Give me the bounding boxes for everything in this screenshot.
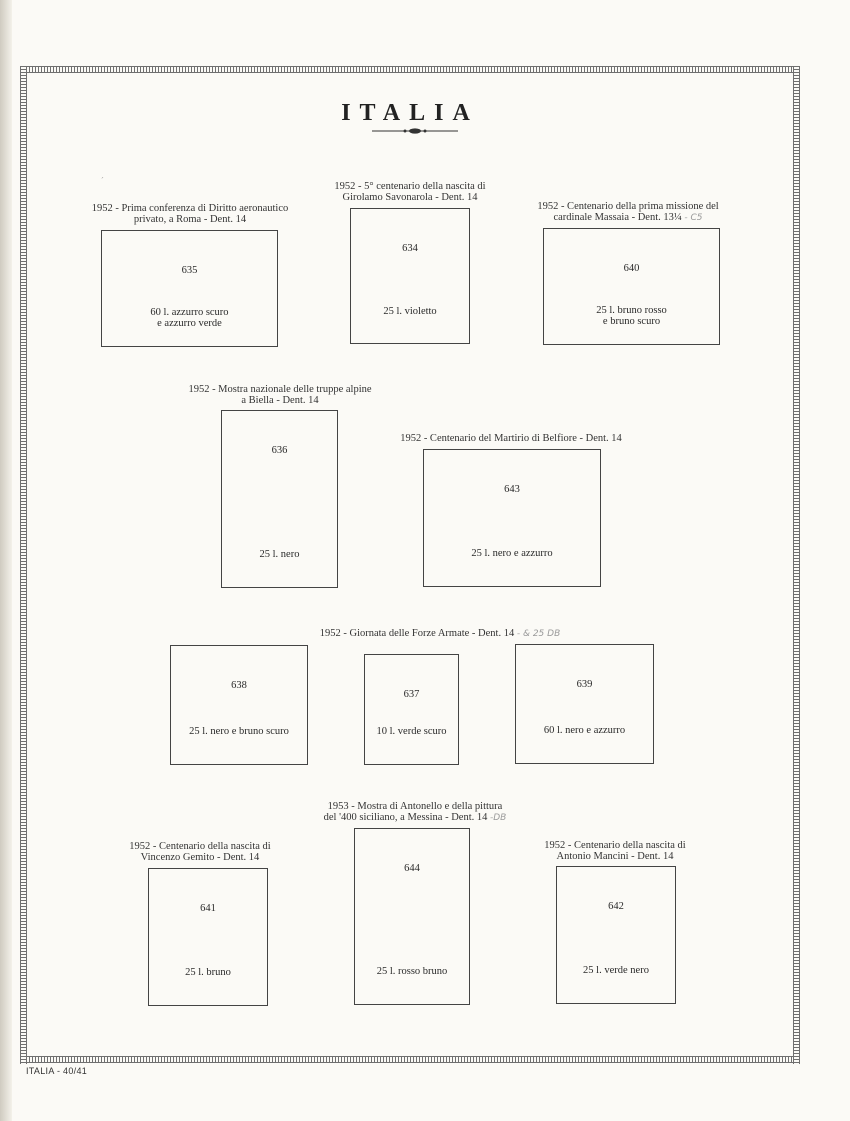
stamp-description: 60 l. nero e azzurro bbox=[543, 725, 626, 736]
stamp-number: 637 bbox=[403, 689, 420, 700]
page-footer: ITALIA - 40/41 bbox=[26, 1066, 88, 1076]
stamp-mount-644[interactable] bbox=[354, 828, 470, 1005]
stamp-description: 25 l. nero e bruno scuro bbox=[189, 726, 289, 737]
stamp-description: 25 l. bruno rosso e bruno scuro bbox=[596, 305, 667, 327]
stamp-mount-638[interactable] bbox=[170, 645, 308, 765]
stamp-description: 60 l. azzurro scuro e azzurro verde bbox=[150, 307, 229, 329]
page-title: ITALIA bbox=[341, 100, 479, 126]
stamp-number: 638 bbox=[231, 680, 247, 691]
stamp-number: 644 bbox=[404, 863, 420, 874]
stamp-number: 640 bbox=[623, 263, 640, 274]
stamp-description: 25 l. nero bbox=[259, 549, 300, 560]
stamp-number: 635 bbox=[181, 265, 198, 276]
stamp-description: 25 l. bruno bbox=[185, 967, 231, 978]
page-border-bottom bbox=[20, 1056, 800, 1063]
stamp-mount-634[interactable] bbox=[350, 208, 470, 344]
stamp-mount-643[interactable] bbox=[423, 449, 601, 587]
ornament-icon bbox=[372, 128, 458, 134]
stamp-number: 642 bbox=[608, 901, 624, 912]
pencil-note: -DB bbox=[490, 813, 507, 823]
stamp-number: 643 bbox=[504, 484, 520, 495]
stamp-mount-642[interactable] bbox=[556, 866, 676, 1004]
stamp-caption: 1952 - Centenario della nascita di Vincenzo Gemito - Dent. 14 bbox=[129, 841, 271, 863]
stamp-description: 25 l. rosso bruno bbox=[376, 966, 448, 977]
stamp-caption: 1953 - Mostra di Antonello e della pittura del '400 siciliano, a Messina - Dent. 14 -DB bbox=[323, 801, 507, 823]
stamp-mount-641[interactable] bbox=[148, 868, 268, 1006]
page-edge bbox=[0, 0, 12, 1121]
pencil-note: - & 25 DB bbox=[516, 629, 561, 639]
stamp-mount-636[interactable] bbox=[221, 410, 338, 588]
stamp-number: 641 bbox=[200, 903, 216, 914]
stamp-number: 639 bbox=[576, 679, 593, 690]
stamp-caption: 1952 - Giornata delle Forze Armate - Dent. 14 - & 25 DB bbox=[319, 628, 561, 639]
stamp-caption: 1952 - Centenario del Martirio di Belfiore - Dent. 14 bbox=[400, 433, 622, 444]
stamp-description: 25 l. nero e azzurro bbox=[471, 548, 553, 559]
stamp-caption: 1952 - Prima conferenza di Diritto aeronautico privato, a Roma - Dent. 14 bbox=[91, 203, 289, 225]
stamp-mount-637[interactable] bbox=[364, 654, 459, 765]
stamp-mount-639[interactable] bbox=[515, 644, 654, 764]
stamp-description: 10 l. verde scuro bbox=[376, 726, 447, 737]
stamp-description: 25 l. verde nero bbox=[583, 965, 649, 976]
stamp-number: 634 bbox=[402, 243, 418, 254]
page-border-right bbox=[793, 66, 800, 1064]
stamp-caption: 1952 - 5° centenario della nascita di Girolamo Savonarola - Dent. 14 bbox=[334, 181, 486, 203]
page-border-top bbox=[20, 66, 800, 73]
pencil-mark: ´ bbox=[101, 176, 104, 185]
stamp-caption: 1952 - Mostra nazionale delle truppe alpine a Biella - Dent. 14 bbox=[188, 384, 372, 406]
stamp-number: 636 bbox=[271, 445, 288, 456]
page-border-left bbox=[20, 66, 27, 1064]
stamp-mount-635[interactable] bbox=[101, 230, 278, 347]
stamp-caption: 1952 - Centenario della nascita di Antonio Mancini - Dent. 14 bbox=[544, 840, 686, 862]
stamp-caption: 1952 - Centenario della prima missione del cardinale Massaia - Dent. 13¼ - C5 bbox=[537, 201, 719, 223]
stamp-description: 25 l. violetto bbox=[383, 306, 437, 317]
stamp-mount-640[interactable] bbox=[543, 228, 720, 345]
pencil-note: - C5 bbox=[684, 213, 703, 223]
